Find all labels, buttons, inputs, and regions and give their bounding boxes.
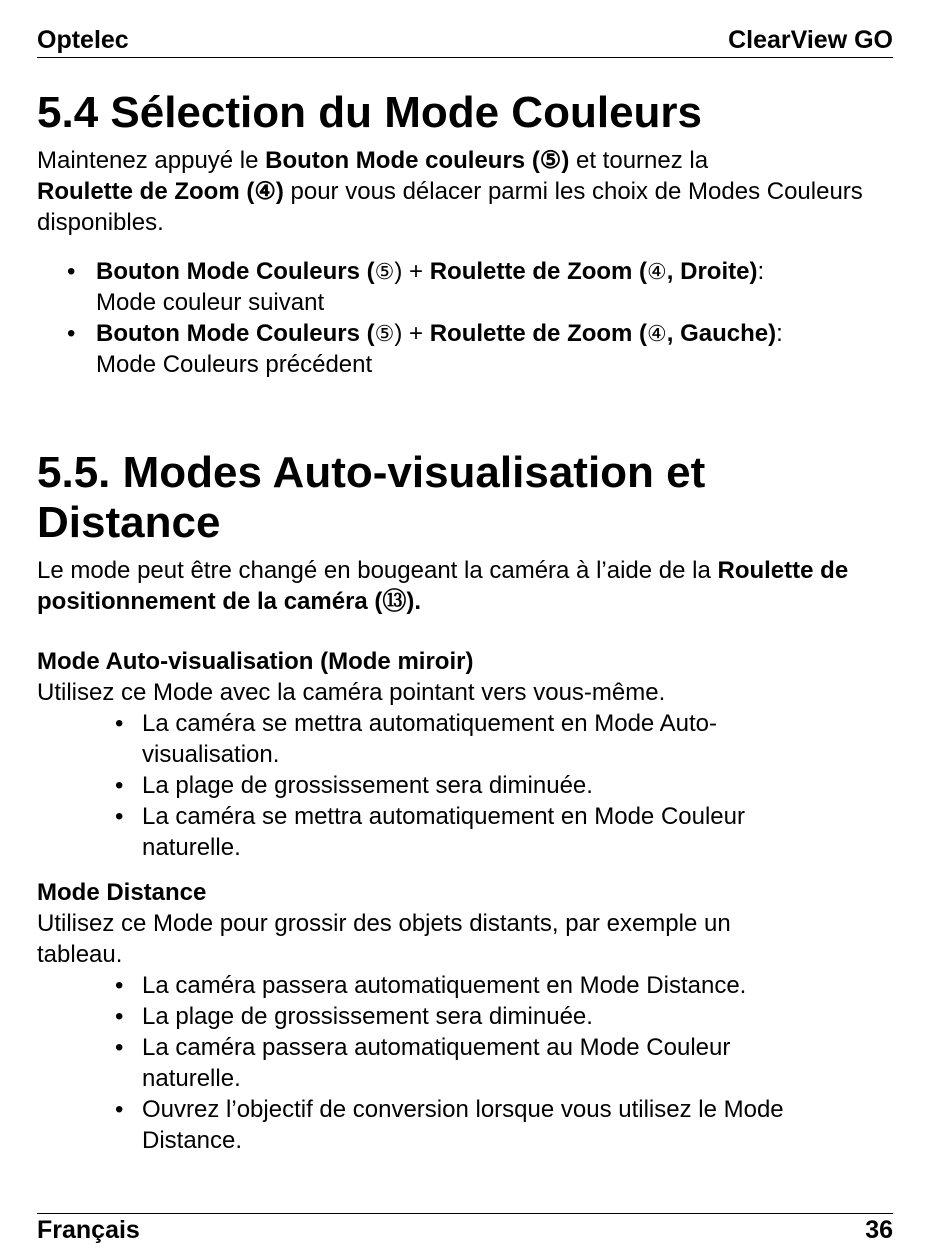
- header-brand: Optelec: [37, 26, 129, 54]
- mirror-mode-text: Utilisez ce Mode avec la caméra pointant vers vous-même.: [37, 679, 666, 706]
- section-title-5-5: 5.5. Modes Auto-visualisation et Distance: [37, 448, 706, 547]
- list-item: • La caméra passera automatiquement au Mode Couleur naturelle.: [37, 1032, 897, 1094]
- distance-mode-bullets: [37, 970, 897, 1156]
- list-item: • La caméra se mettra automatiquement en Mode Couleur naturelle.: [37, 801, 897, 863]
- mirror-mode-bullets: [37, 708, 897, 863]
- list-item: • Ouvrez l’objectif de conversion lorsque vous utilisez le Mode Distance.: [37, 1094, 897, 1156]
- section-5-5-intro: Le mode peut être changé en bougeant la caméra à l’aide de la Roulette de positionnement de la caméra (⑬).: [37, 557, 849, 615]
- list-item: • La caméra se mettra automatiquement en Mode Auto-visualisation.: [37, 708, 897, 770]
- section-title-5-4: 5.4 Sélection du Mode Couleurs: [37, 88, 703, 137]
- mirror-mode-heading: Mode Auto-visualisation (Mode miroir): [37, 648, 474, 675]
- page-header: [37, 24, 893, 58]
- list-item: • La caméra passera automatiquement en Mode Distance.: [37, 970, 897, 1001]
- list-item: • Bouton Mode Couleurs (⑤) + Roulette de Zoom (④, Droite): Mode couleur suivant: [37, 256, 897, 318]
- list-item: • La plage de grossissement sera diminuée.: [37, 770, 897, 801]
- list-item: • La plage de grossissement sera diminuée.: [37, 1001, 897, 1032]
- page-number: 36: [865, 1216, 893, 1244]
- distance-mode-heading: Mode Distance: [37, 879, 207, 906]
- distance-mode-text: Utilisez ce Mode pour grossir des objets distants, par exemple un tableau.: [37, 910, 731, 968]
- section-5-4-intro: Maintenez appuyé le Bouton Mode couleurs (⑤) et tournez la Roulette de Zoom (④) pour vous délacer parmi les choix de Modes Couleurs disponibles.: [37, 147, 863, 236]
- header-product: ClearView GO: [728, 26, 893, 54]
- page-content: [37, 88, 897, 1156]
- list-item: • Bouton Mode Couleurs (⑤) + Roulette de Zoom (④, Gauche): Mode Couleurs précédent: [37, 318, 897, 380]
- footer-language: Français: [37, 1216, 140, 1244]
- page-footer: [37, 1213, 893, 1246]
- section-5-4-bullets: [37, 256, 897, 380]
